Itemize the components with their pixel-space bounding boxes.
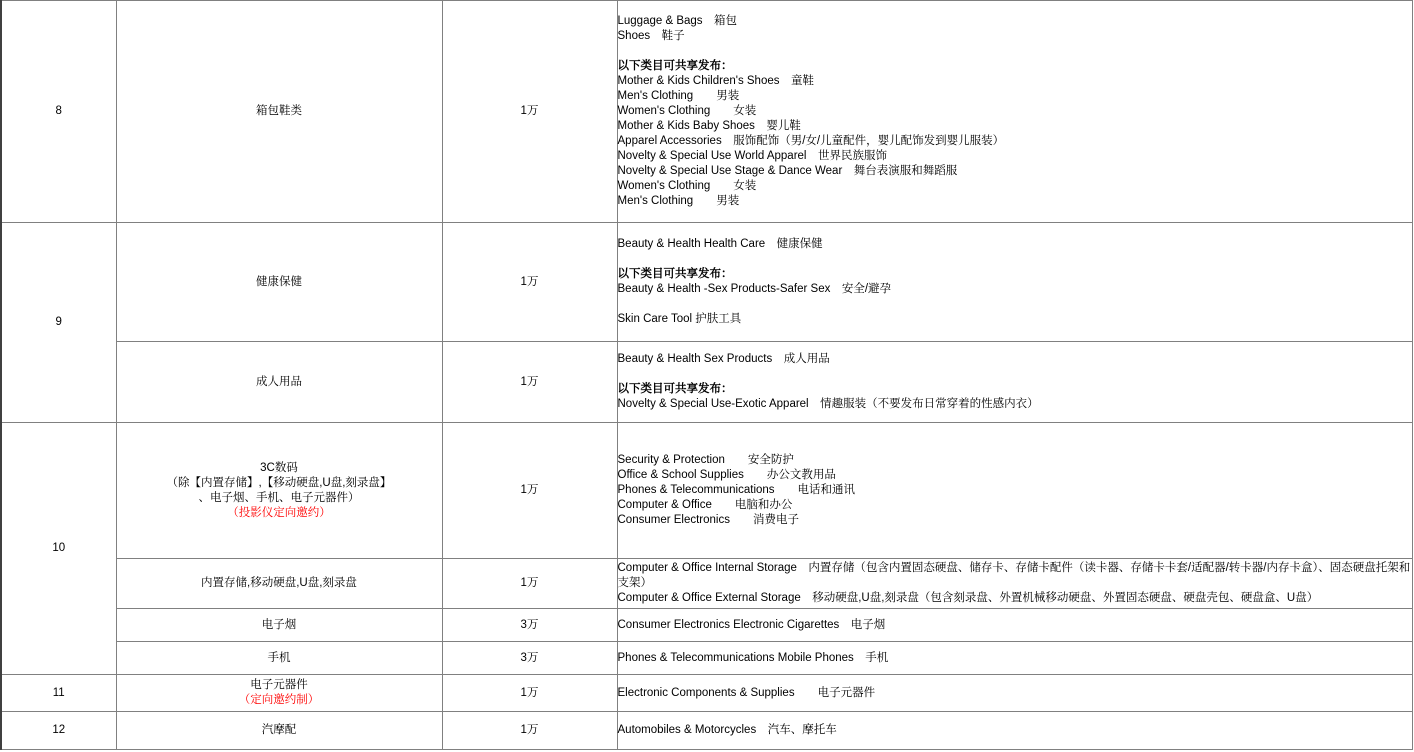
description-line: Women's Clothing 女装 [617, 180, 757, 192]
spacer-line [618, 367, 1412, 382]
deposit-amount-cell: 1万 [442, 675, 617, 712]
description-line: Mother & Kids Baby Shoes 婴儿鞋 [617, 120, 801, 132]
category-cell [116, 223, 442, 342]
category-name: 电子烟 [261, 618, 297, 631]
deposit-amount-cell: 1万 [442, 342, 617, 423]
category-description-cell [617, 423, 1412, 559]
category-cell [116, 1, 442, 223]
category-name: 汽摩配 [261, 724, 297, 736]
description-line: Computer & Office Internal Storage 内置存储（包含内置固态硬盘、储存卡、存储卡配件（读卡器、存储卡卡套/适配器/转卡器/内存卡盒）、固态硬盘托架和支架） [617, 562, 1411, 589]
deposit-amount-cell: 1万 [442, 559, 617, 609]
table-row [1, 642, 1412, 675]
description-line: Novelty & Special Use World Apparel 世界民族服饰 [617, 150, 887, 162]
category-name: 3C数码 [260, 461, 298, 474]
description-line: Phones & Telecommunications Mobile Phones 手机 [617, 651, 889, 664]
description-line: Phones & Telecommunications 电话和通讯 [617, 484, 856, 496]
description-line: Men's Clothing 男装 [617, 90, 740, 102]
category-exclusion-note: 、电子烟、手机、电子元器件） [198, 491, 360, 504]
deposit-amount-cell: 1万 [442, 712, 617, 750]
row-index-cell: 10 [1, 423, 116, 675]
category-description-cell [617, 609, 1412, 642]
description-line: Novelty & Special Use Stage & Dance Wear 舞台表演服和舞蹈服 [617, 165, 958, 177]
category-description-cell [617, 675, 1412, 712]
table-row [1, 712, 1412, 750]
spacer-line [618, 44, 1412, 59]
row-index-cell: 9 [1, 223, 116, 423]
table-row [1, 559, 1412, 609]
description-line: Luggage & Bags 箱包 [617, 15, 738, 27]
table-row [1, 1, 1412, 223]
category-description-cell [617, 223, 1412, 342]
description-line: Novelty & Special Use-Exotic Apparel 情趣服装（不要发布日常穿着的性感内衣） [617, 398, 1039, 410]
category-description-cell [617, 559, 1412, 609]
category-cell [116, 675, 442, 712]
deposit-amount-cell: 1万 [442, 1, 617, 223]
description-line: Computer & Office External Storage 移动硬盘,U盘,刻录盘（包含刻录盘、外置机械移动硬盘、外置固态硬盘、硬盘壳包、硬盘盒、U盘） [617, 592, 1319, 604]
description-line: Automobiles & Motorcycles 汽车、摩托车 [617, 724, 837, 736]
deposit-amount-cell: 1万 [442, 223, 617, 342]
shared-publish-heading: 以下类目可共享发布： [617, 60, 733, 72]
description-line: Beauty & Health Sex Products 成人用品 [617, 353, 830, 365]
description-line: Apparel Accessories 服饰配饰（男/女/儿童配件，婴儿配饰发到婴儿服装） [617, 135, 1005, 147]
table-row [1, 223, 1412, 342]
shared-publish-heading: 以下类目可共享发布： [617, 383, 733, 395]
category-cell [116, 609, 442, 642]
description-line: Security & Protection 安全防护 [617, 454, 794, 466]
table-body [1, 1, 1412, 750]
description-line: Consumer Electronics 消费电子 [617, 514, 799, 526]
category-description-cell [617, 712, 1412, 750]
deposit-amount-cell: 3万 [442, 609, 617, 642]
table-row [1, 423, 1412, 559]
spacer-line [618, 297, 1412, 312]
table-row [1, 675, 1412, 712]
category-name: 箱包鞋类 [256, 105, 302, 117]
deposit-amount-cell: 1万 [442, 423, 617, 559]
category-description-cell [617, 1, 1412, 223]
description-line: Mother & Kids Children's Shoes 童鞋 [617, 75, 814, 87]
row-index-cell: 8 [1, 1, 116, 223]
category-invite-note: （投影仪定向邀约） [227, 506, 331, 519]
description-line: Electronic Components & Supplies 电子元器件 [617, 686, 876, 699]
description-line: Skin Care Tool 护肤工具 [617, 313, 742, 325]
category-cell [116, 642, 442, 675]
row-index-cell: 12 [1, 712, 116, 750]
category-name: 电子元器件 [250, 679, 308, 691]
description-line: Men's Clothing 男装 [617, 195, 740, 207]
deposit-amount-cell: 3万 [442, 642, 617, 675]
category-cell [116, 342, 442, 423]
spacer-line [618, 252, 1412, 267]
description-line: Shoes 鞋子 [617, 30, 685, 42]
category-description-cell [617, 642, 1412, 675]
category-cell [116, 712, 442, 750]
category-name: 手机 [267, 651, 291, 664]
description-line: Consumer Electronics Electronic Cigarettes 电子烟 [617, 618, 886, 631]
description-line: Computer & Office 电脑和办公 [617, 499, 793, 511]
category-invite-note: （定向邀约制） [238, 694, 320, 706]
description-line: Beauty & Health Health Care 健康保健 [617, 238, 823, 250]
category-exclusion-note: （除【内置存储】,【移动硬盘,U盘,刻录盘】 [166, 476, 392, 489]
category-description-cell [617, 342, 1412, 423]
category-cell [116, 559, 442, 609]
row-index-cell: 11 [1, 675, 116, 712]
table-row [1, 609, 1412, 642]
category-name: 成人用品 [256, 375, 302, 388]
table-row [1, 342, 1412, 423]
description-line: Beauty & Health -Sex Products-Safer Sex 安全/避孕 [617, 283, 892, 295]
shared-publish-heading: 以下类目可共享发布： [617, 268, 733, 280]
category-cell [116, 423, 442, 559]
description-line: Office & School Supplies 办公文教用品 [617, 469, 836, 481]
category-name: 内置存储,移动硬盘,U盘,刻录盘 [201, 577, 357, 589]
description-line: Women's Clothing 女装 [617, 105, 757, 117]
category-name: 健康保健 [256, 275, 302, 288]
